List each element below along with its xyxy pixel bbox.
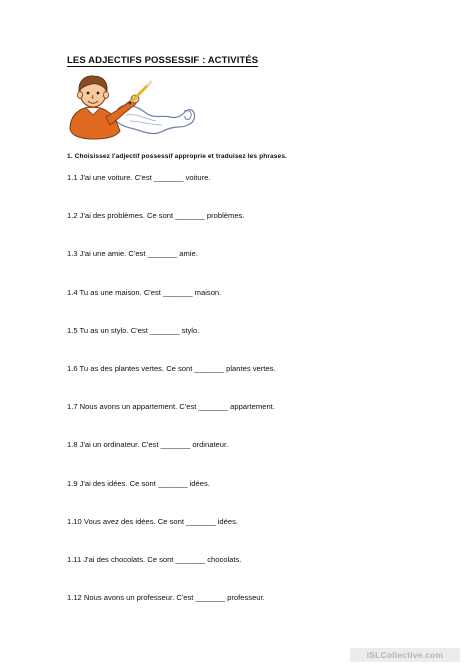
exercise-instruction: 1. Choisissez l'adjectif possessif approprie et traduisez les phrases. xyxy=(67,153,288,160)
question-item: 1.2 J'ai des problèmes. Ce sont _______ problèmes. xyxy=(67,211,245,221)
question-item: 1.3 J'ai une amie. C'est _______ amie. xyxy=(67,249,198,259)
question-item: 1.6 Tu as des plantes vertes. Ce sont _______ plantes vertes. xyxy=(67,363,276,373)
question-item: 1.7 Nous avons un appartement. C'est _______ appartement. xyxy=(67,402,275,412)
question-item: 1.11 J'ai des chocolats. Ce sont _______ chocolats. xyxy=(67,554,242,564)
boy-writing-scroll-illustration xyxy=(66,71,198,141)
question-item: 1.10 Vous avez des idées. Ce sont _______ idées. xyxy=(67,516,238,526)
page-title-text: LES ADJECTIFS POSSESSIF : ACTIVITÉS xyxy=(67,55,259,66)
question-item: 1.4 Tu as une maison. C'est _______ maison. xyxy=(67,287,222,297)
page-title xyxy=(67,55,258,66)
question-item: 1.12 Nous avons un professeur. C'est _______ professeur. xyxy=(67,593,265,603)
site-watermark: iSLCollective.com xyxy=(350,648,460,662)
question-list xyxy=(67,173,447,631)
question-item: 1.5 Tu as un stylo. C'est _______ stylo. xyxy=(67,325,200,335)
question-item: 1.1 J'ai une voiture. C'est _______ voiture. xyxy=(67,173,211,182)
question-item: 1.9 J'ai des idées. Ce sont _______ idées. xyxy=(67,478,210,488)
question-item: 1.8 J'ai un ordinateur. C'est _______ ordinateur. xyxy=(67,440,229,450)
